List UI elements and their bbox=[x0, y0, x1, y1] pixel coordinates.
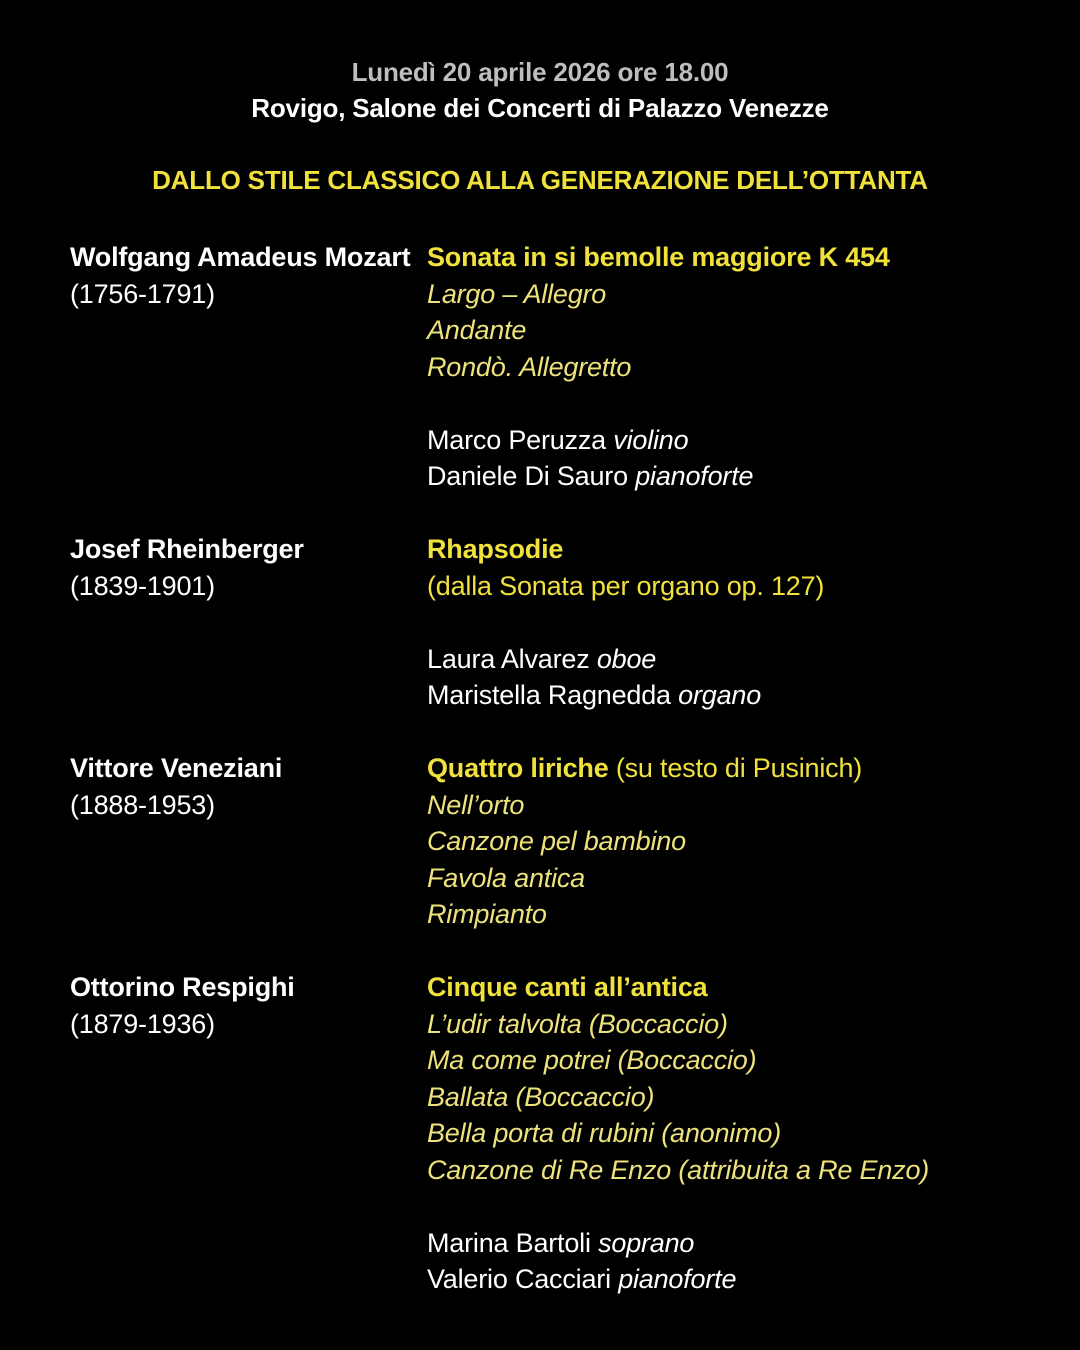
program-title: DALLO STILE CLASSICO ALLA GENERAZIONE DELL’OTTANTA bbox=[152, 165, 928, 195]
composer-name: Josef Rheinberger bbox=[70, 534, 304, 564]
piece-title-line bbox=[427, 750, 1050, 787]
performer-line bbox=[427, 677, 1050, 714]
poster-header bbox=[0, 0, 1080, 198]
composer-column bbox=[70, 239, 427, 495]
movement: Bella porta di rubini (anonimo) bbox=[427, 1118, 781, 1148]
performer-line bbox=[427, 641, 1050, 678]
performer-instrument: oboe bbox=[596, 643, 657, 674]
composer-column bbox=[70, 531, 427, 714]
movement: Rondò. Allegretto bbox=[427, 351, 632, 382]
movement: Andante bbox=[427, 315, 527, 345]
composer-name: Ottorino Respighi bbox=[70, 972, 295, 1002]
movement: Ballata (Boccaccio) bbox=[427, 1081, 655, 1112]
program-entry-veneziani bbox=[70, 750, 1050, 933]
piece-title: Quattro liriche bbox=[427, 753, 609, 783]
composer-dates: (1756-1791) bbox=[70, 278, 215, 309]
performer-line bbox=[427, 458, 1050, 495]
performer-line bbox=[427, 1225, 1050, 1262]
performer-instrument: violino bbox=[613, 424, 689, 455]
movement: Nell’orto bbox=[427, 789, 525, 820]
piece-title: Rhapsodie bbox=[427, 534, 564, 564]
composer-dates: (1879-1936) bbox=[70, 1008, 215, 1039]
composer-dates: (1839-1901) bbox=[70, 570, 215, 601]
performer-instrument: pianoforte bbox=[635, 461, 754, 491]
program-entry-respighi bbox=[70, 969, 1050, 1298]
program-list bbox=[0, 239, 1080, 1298]
movement: L’udir talvolta (Boccaccio) bbox=[427, 1008, 728, 1039]
piece-column bbox=[427, 969, 1050, 1298]
composer-column bbox=[70, 750, 427, 933]
performers-group bbox=[427, 422, 1050, 495]
program-entry-mozart bbox=[70, 239, 1050, 495]
movement: Canzone di Re Enzo (attribuita a Re Enzo) bbox=[427, 1154, 930, 1185]
performers-group bbox=[427, 1225, 1050, 1298]
piece-subtitle: (dalla Sonata per organo op. 127) bbox=[427, 570, 825, 601]
performer-line bbox=[427, 1261, 1050, 1298]
piece-title: Sonata in si bemolle maggiore K 454 bbox=[427, 242, 890, 272]
movement: Largo – Allegro bbox=[427, 278, 607, 309]
concert-datetime: Lunedì 20 aprile 2026 ore 18.00 bbox=[351, 57, 729, 87]
piece-title: Cinque canti all’antica bbox=[427, 972, 708, 1002]
performer-name: Laura Alvarez bbox=[427, 643, 590, 674]
performer-instrument: soprano bbox=[598, 1227, 695, 1258]
performer-name: Marina Bartoli bbox=[427, 1227, 591, 1258]
performer-name: Maristella Ragnedda bbox=[427, 680, 671, 710]
composer-name: Wolfgang Amadeus Mozart bbox=[70, 242, 411, 272]
composer-name: Vittore Veneziani bbox=[70, 753, 283, 783]
performers-group bbox=[427, 641, 1050, 714]
program-entry-rheinberger bbox=[70, 531, 1050, 714]
performer-name: Daniele Di Sauro bbox=[427, 461, 628, 491]
piece-column bbox=[427, 531, 1050, 714]
performer-instrument: organo bbox=[678, 680, 762, 710]
movement: Rimpianto bbox=[427, 899, 547, 929]
performer-name: Marco Peruzza bbox=[427, 424, 606, 455]
movement: Ma come potrei (Boccaccio) bbox=[427, 1045, 757, 1075]
performer-line bbox=[427, 422, 1050, 459]
composer-dates: (1888-1953) bbox=[70, 789, 215, 820]
performer-name: Valerio Cacciari bbox=[427, 1264, 611, 1294]
movement: Canzone pel bambino bbox=[427, 826, 686, 856]
composer-column bbox=[70, 969, 427, 1298]
concert-venue: Rovigo, Salone dei Concerti di Palazzo Venezze bbox=[251, 93, 829, 123]
piece-column bbox=[427, 750, 1050, 933]
piece-title-note: (su testo di Pusinich) bbox=[615, 753, 863, 783]
piece-column bbox=[427, 239, 1050, 495]
performer-instrument: pianoforte bbox=[618, 1264, 737, 1294]
movement: Favola antica bbox=[427, 862, 585, 893]
